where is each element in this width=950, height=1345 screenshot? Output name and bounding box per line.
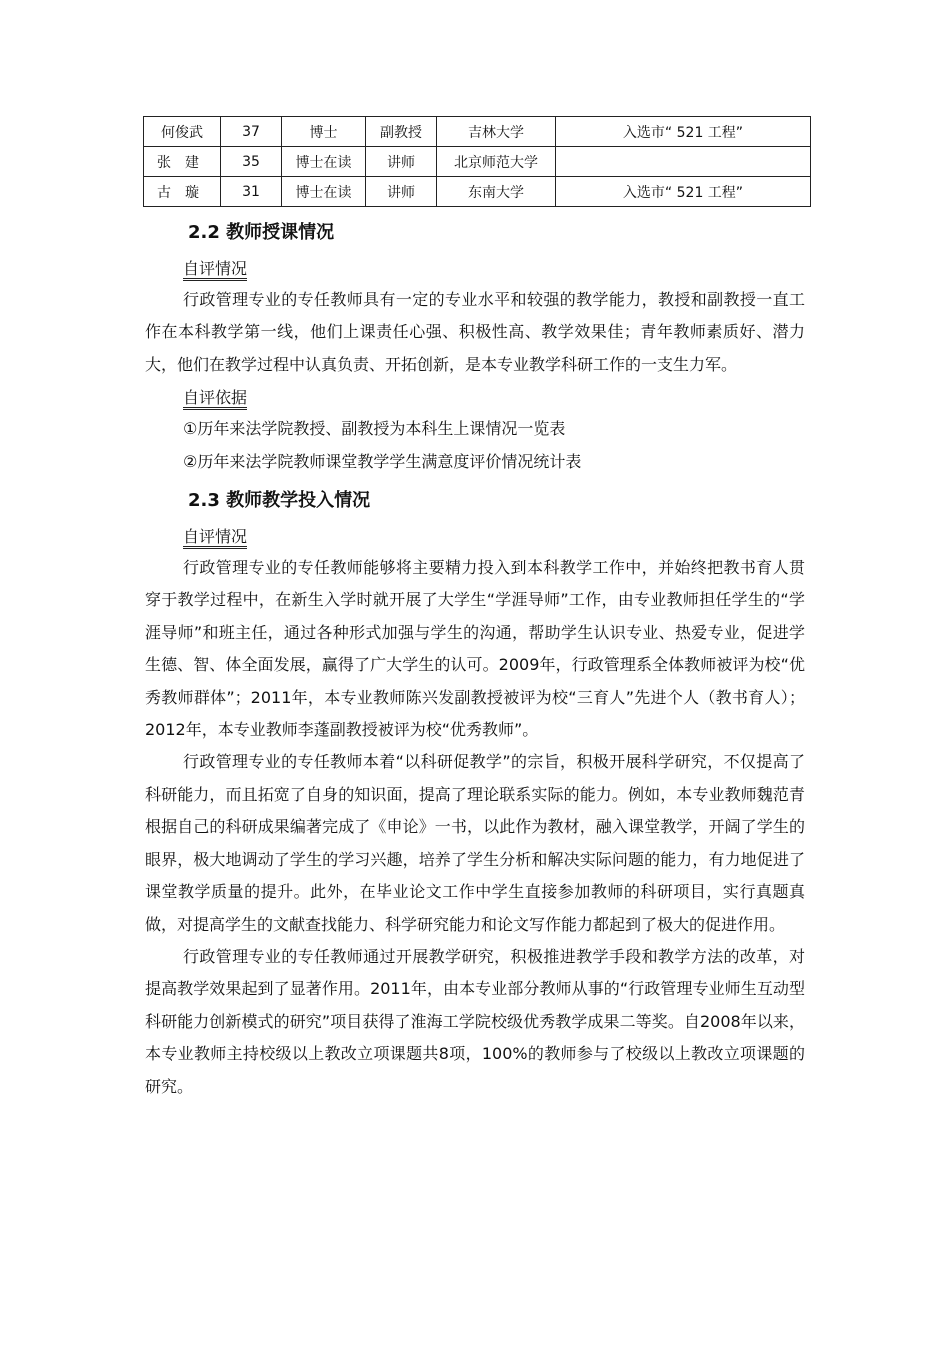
cell-title: 讲师 — [366, 177, 437, 207]
paragraph: 行政管理专业的专任教师能够将主要精力投入到本科教学工作中，并始终把教书育人贯穿于教学过程中，在新生入学时就开展了大学生“学涯导师”工作，由专业教师担任学生的“学涯导师”和班主任，通过各种形式加强与学生的沟通，帮助学生认识专业、热爱专业，促进学生德、智、体全面发展，赢得了广大学生的认可。2009年，行政管理系全体教师被评为校“优秀教师群体”；2011年，本专业教师陈兴发副教授被评为校“三育人”先进个人（教书育人）；2012年，本专业教师李蓬副教授被评为校“优秀教师”。 — [145, 558, 805, 740]
cell-age: 31 — [221, 177, 282, 207]
cell-age: 35 — [221, 147, 282, 177]
cell-school: 吉林大学 — [437, 117, 556, 147]
cell-note: 入选市“ 521 工程” — [556, 117, 811, 147]
table-row — [144, 117, 811, 147]
cell-degree: 博士在读 — [282, 147, 366, 177]
staff-table — [143, 116, 811, 207]
cell-name: 何俊武 — [144, 117, 221, 147]
section-heading-2-2: 2.2 教师授课情况 — [188, 222, 335, 243]
cell-school: 北京师范大学 — [437, 147, 556, 177]
cell-title: 讲师 — [366, 147, 437, 177]
table-row — [144, 177, 811, 207]
document-body — [145, 214, 805, 1103]
basis-label-text: 自评依据 — [183, 388, 247, 410]
paragraph: 行政管理专业的专任教师本着“以科研促教学”的宗旨，积极开展科学研究，不仅提高了科研能力，而且拓宽了自身的知识面，提高了理论联系实际的能力。例如，本专业教师魏范青根据自己的科研成果编著完成了《申论》一书，以此作为教材，融入课堂教学，开阔了学生的眼界，极大地调动了学生的学习兴趣，培养了学生分析和解决实际问题的能力，有力地促进了课堂教学质量的提升。此外，在毕业论文工作中学生直接参加教师的科研项目，实行真题真做，对提高学生的文献查找能力、科学研究能力和论文写作能力都起到了极大的促进作用。 — [145, 752, 805, 934]
cell-degree: 博士 — [282, 117, 366, 147]
self-eval-label — [145, 254, 805, 284]
paragraph: 行政管理专业的专任教师通过开展教学研究，积极推进教学手段和教学方法的改革，对提高教学效果起到了显著作用。2011年，由本专业部分教师从事的“行政管理专业师生互动型科研能力创新模式的研究”项目获得了淮海工学院校级优秀教学成果二等奖。自2008年以来，本专业教师主持校级以上教改立项课题共8项，100%的教师参与了校级以上教改立项课题的研究。 — [145, 946, 805, 1096]
paragraph: 行政管理专业的专任教师具有一定的专业水平和较强的教学能力，教授和副教授一直工作在本科教学第一线，他们上课责任心强、积极性高、教学效果佳；青年教师素质好、潜力大，他们在教学过程中认真负责、开拓创新，是本专业教学科研工作的一支生力军。 — [145, 290, 805, 374]
self-eval-label-text: 自评情况 — [183, 259, 247, 281]
cell-note — [556, 147, 811, 177]
basis-item: ①历年来法学院教授、副教授为本科生上课情况一览表 — [183, 419, 566, 439]
self-eval-label-text: 自评情况 — [183, 527, 247, 549]
table-row — [144, 147, 811, 177]
cell-school: 东南大学 — [437, 177, 556, 207]
cell-name: 古璇 — [144, 177, 221, 207]
cell-name: 张建 — [144, 147, 221, 177]
self-eval-label — [145, 522, 805, 552]
cell-degree: 博士在读 — [282, 177, 366, 207]
basis-label — [145, 383, 805, 413]
cell-note: 入选市“ 521 工程” — [556, 177, 811, 207]
cell-age: 37 — [221, 117, 282, 147]
cell-title: 副教授 — [366, 117, 437, 147]
basis-item: ②历年来法学院教师课堂教学学生满意度评价情况统计表 — [183, 451, 582, 471]
section-heading-2-3: 2.3 教师教学投入情况 — [188, 490, 371, 512]
